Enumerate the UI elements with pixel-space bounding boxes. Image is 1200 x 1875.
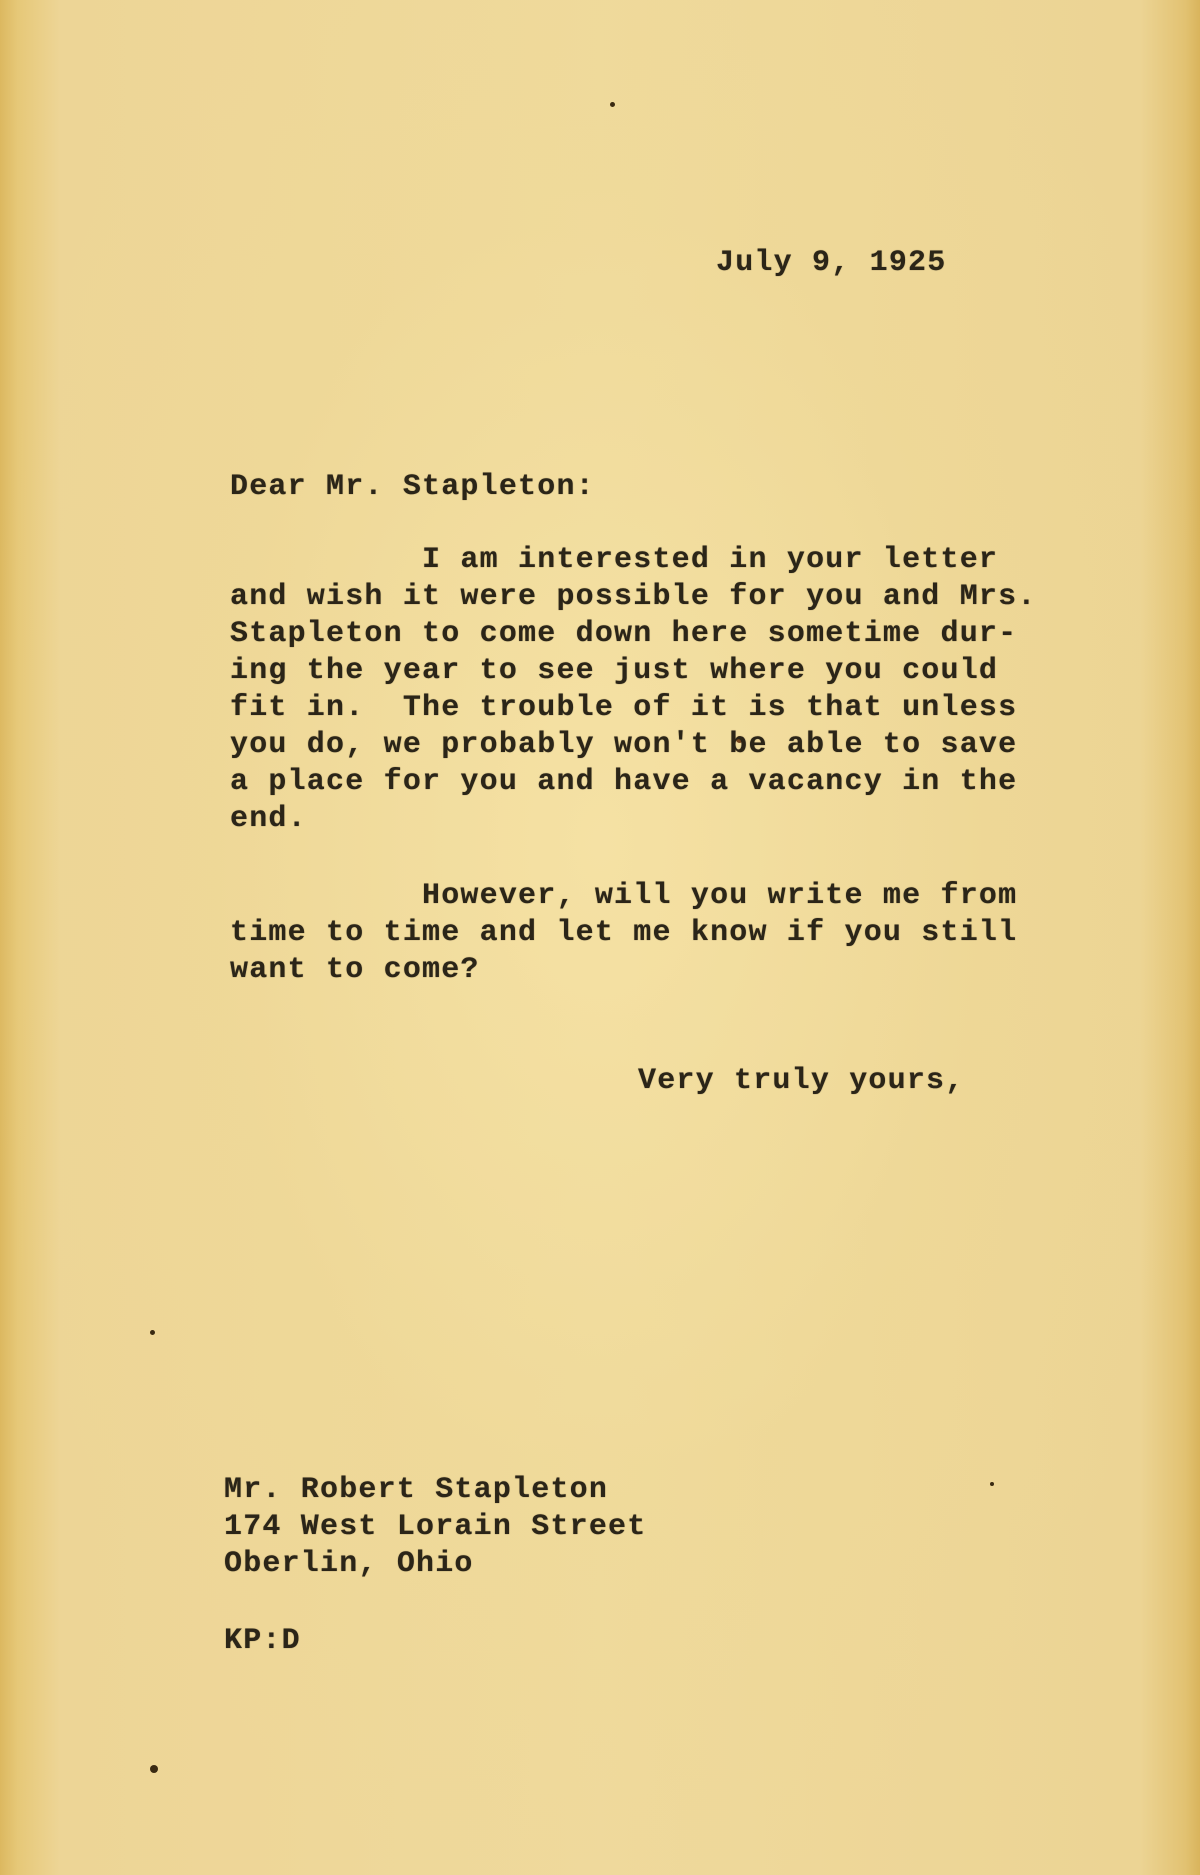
ink-speck <box>990 1482 994 1486</box>
paragraph-line: you do, we probably won't be able to save <box>230 728 1018 762</box>
recipient-address <box>224 1472 646 1583</box>
paragraph-line: fit in. The trouble of it is that unless <box>230 691 1018 725</box>
ink-speck <box>610 102 615 107</box>
ink-speck <box>150 1330 155 1335</box>
paragraph-line: and wish it were possible for you and Mrs. <box>230 580 1037 614</box>
paragraph-line: However, will you write me from <box>230 879 1018 913</box>
recipient-street: 174 West Lorain Street <box>224 1510 647 1544</box>
paragraph-2 <box>230 878 1020 989</box>
paragraph-line: ing the year to see just where you could <box>230 654 999 688</box>
ink-speck <box>150 1765 158 1773</box>
letter-date: July 9, 1925 <box>716 246 947 280</box>
paragraph-line: Stapleton to come down here sometime dur- <box>230 617 1018 651</box>
recipient-city: Oberlin, Ohio <box>224 1547 474 1581</box>
paragraph-line: want to come? <box>230 953 480 987</box>
salutation: Dear Mr. Stapleton: <box>230 470 595 504</box>
paragraph-1 <box>230 542 1037 838</box>
recipient-name: Mr. Robert Stapleton <box>224 1473 609 1507</box>
paragraph-line: I am interested in your letter <box>230 543 999 577</box>
reference-initials: KP:D <box>224 1624 301 1658</box>
closing: Very truly yours, <box>638 1064 965 1098</box>
paragraph-line: time to time and let me know if you still <box>230 916 1018 950</box>
paragraph-line: end. <box>230 802 307 836</box>
paragraph-line: a place for you and have a vacancy in the <box>230 765 1018 799</box>
